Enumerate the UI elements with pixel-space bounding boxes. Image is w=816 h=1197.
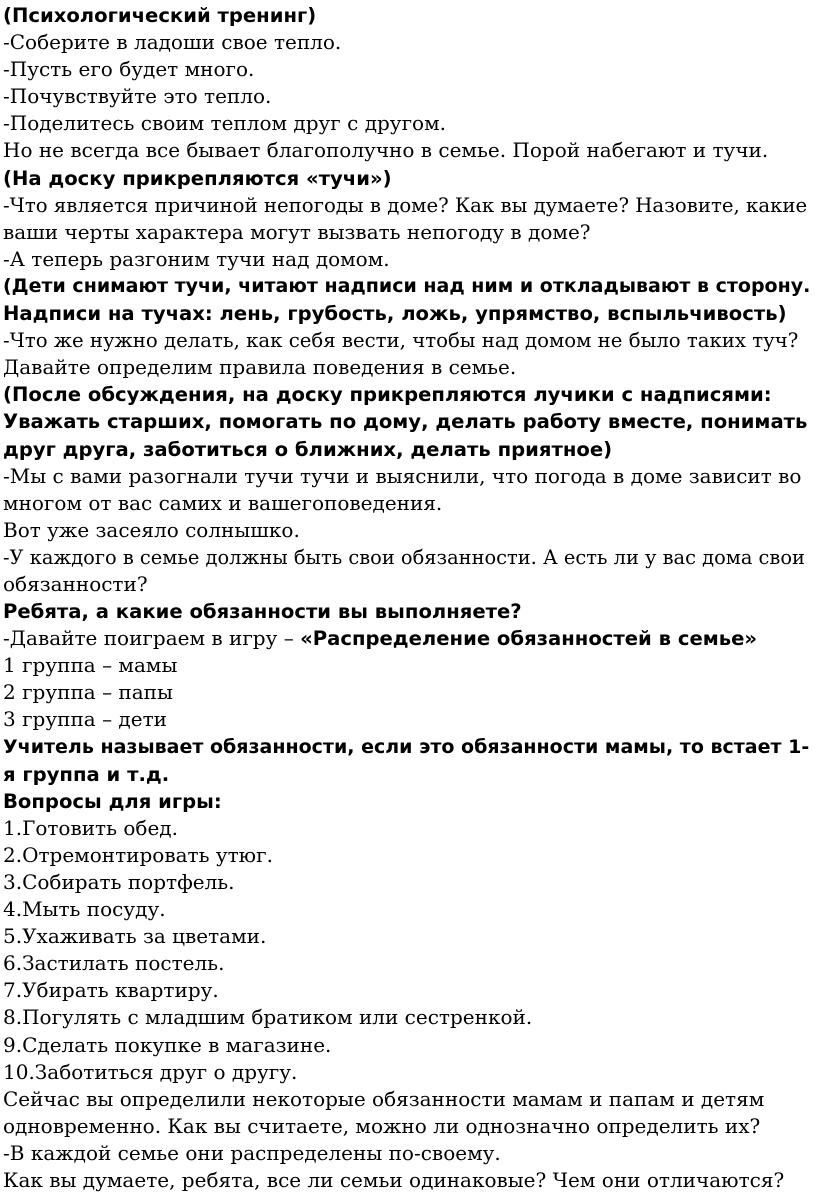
text-segment: -Давайте поиграем в игру – — [3, 626, 301, 651]
text-line: 3.Собирать портфель. — [3, 870, 235, 894]
text-line: 2 группа – папы — [3, 680, 173, 705]
text-line: обязанности? — [3, 571, 148, 596]
text-line: -Поделитесь своим теплом друг с другом. — [3, 111, 447, 136]
text-line: ваши черты характера могут вызвать непогоду в доме? — [3, 219, 591, 244]
text-line: многом от вас самих и вашегоповедения. — [3, 490, 443, 515]
text-line: 1.Готовить обед. — [3, 815, 178, 840]
bold-text-line: Учитель называет обязанности, если это обязанности мамы, то встает 1- — [3, 735, 810, 758]
bold-text-line: друг друга, заботиться о ближних, делать приятное) — [3, 437, 613, 461]
text-line: 7.Убирать квартиру. — [3, 978, 219, 1003]
game-title: «Распределение обязанностей в семье» — [300, 627, 758, 651]
bold-text-line: Надписи на тучах: лень, грубость, ложь, упрямство, вспыльчивость) — [3, 302, 787, 326]
text-line: 2.Отремонтировать утюг. — [3, 842, 273, 867]
bold-text-line: (Дети снимают тучи, читают надписи над ним и откладывают в сторону. — [3, 274, 810, 297]
text-line: -Что является причиной непогоды в доме? Как вы думаете? Назовите, какие — [3, 193, 808, 217]
text-line: -Соберите в ладоши свое тепло. — [3, 30, 342, 55]
text-line: Вот уже засеяло солнышко. — [3, 517, 300, 542]
text-line: 6.Застилать постель. — [3, 951, 225, 976]
bold-text-line: Ребята, а какие обязанности вы выполняете? — [3, 600, 522, 624]
bold-text-line: Вопросы для игры: — [3, 789, 222, 813]
text-line: -Пусть его будет много. — [3, 57, 255, 82]
text-line: Сейчас вы определили некоторые обязанности мамам и папам и детям — [3, 1086, 765, 1111]
bold-text-line: (На доску прикрепляются «тучи») — [3, 166, 392, 190]
text-line: 9.Сделать покупке в магазине. — [3, 1032, 332, 1057]
text-line — [3, 625, 810, 652]
text-line: Но не всегда все бывает благополучно в семье. Порой набегают и тучи. — [3, 138, 769, 163]
text-line: Давайте определим правила поведения в семье. — [3, 355, 517, 380]
bold-text-line: Уважать старших, помогать по дому, делать работу вместе, понимать — [3, 410, 808, 434]
bold-text-line: (Психологический тренинг) — [3, 4, 317, 27]
bold-text-line: я группа и т.д. — [3, 762, 170, 786]
text-line: Как вы думаете, ребята, все ли семьи одинаковые? Чем они отличаются? — [3, 1168, 785, 1193]
text-line: -Почувствуйте это тепло. — [3, 84, 272, 109]
text-line: -У каждого в семье должны быть свои обязанности. А есть ли у вас дома свои — [3, 545, 805, 569]
text-line: 3 группа – дети — [3, 707, 167, 732]
text-line: 5.Ухаживать за цветами. — [3, 924, 267, 949]
text-line: 4.Мыть посуду. — [3, 897, 166, 922]
text-line: -Мы с вами разогнали тучи тучи и выяснили, что погода в доме зависит во — [3, 463, 802, 488]
text-line: 10.Заботиться друг о другу. — [3, 1059, 298, 1084]
text-line: 1 группа – мамы — [3, 653, 178, 678]
bold-text-line: (После обсуждения, на доску прикрепляются лучики с надписями: — [3, 383, 772, 407]
text-line: одновременно. Как вы считаете, можно ли однозначно определить их? — [3, 1113, 761, 1138]
text-line: 8.Погулять с младшим братиком или сестренкой. — [3, 1005, 533, 1030]
text-line: -Что же нужно делать, как себя вести, чтобы над домом не было таких туч? — [3, 329, 799, 353]
text-line: -А теперь разгоним тучи над домом. — [3, 246, 390, 271]
text-line: -В каждой семье они распределены по-своему. — [3, 1140, 501, 1165]
